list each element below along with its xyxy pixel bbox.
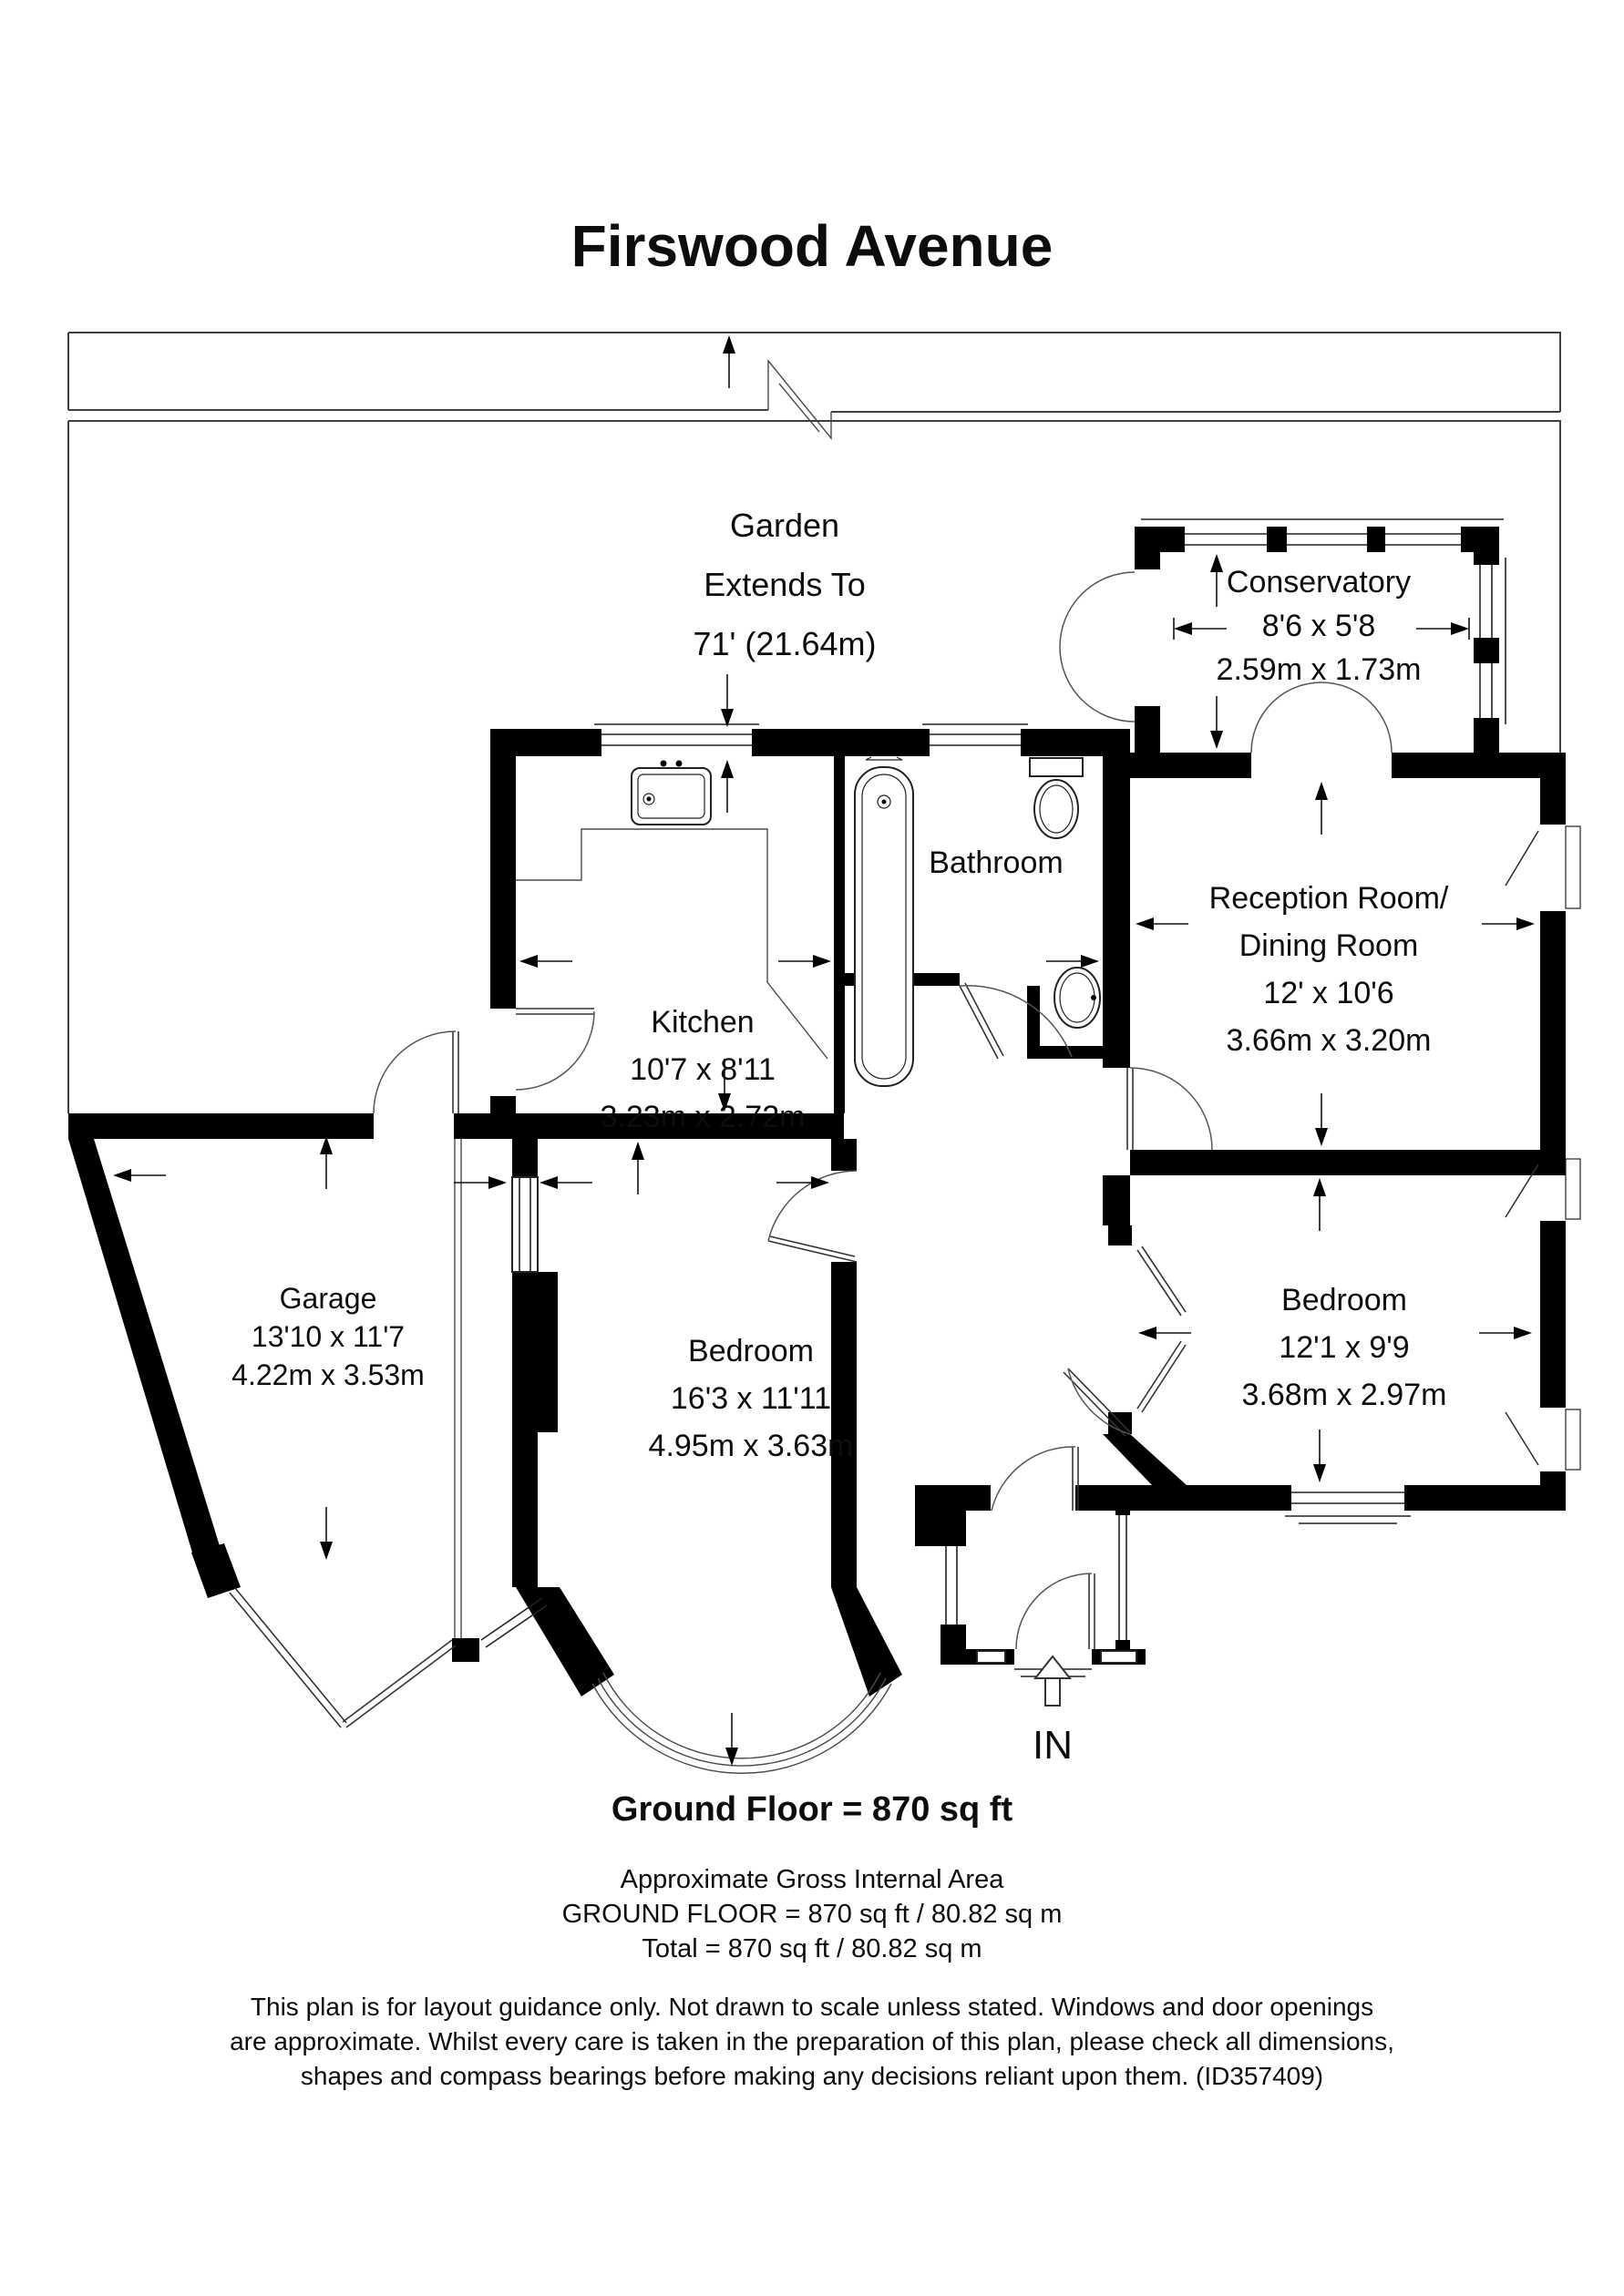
svg-text:Approximate Gross Internal Are: Approximate Gross Internal Area <box>620 1865 1004 1894</box>
svg-text:Garden: Garden <box>729 507 840 544</box>
room-label-bedroom-main <box>649 1334 854 1463</box>
bay-window <box>592 1673 891 1773</box>
disclaimer-line1: This plan is for layout guidance only. Not drawn to scale unless stated. Windows and door openings <box>250 1993 1374 2021</box>
basin-icon <box>1054 968 1100 1028</box>
svg-text:4.22m x 3.53m: 4.22m x 3.53m <box>231 1358 425 1391</box>
svg-text:3.66m x 3.20m: 3.66m x 3.20m <box>1226 1023 1432 1058</box>
svg-text:12' x 10'6: 12' x 10'6 <box>1263 976 1394 1010</box>
bathroom-door <box>960 983 1003 1059</box>
svg-text:Conservatory: Conservatory <box>1226 565 1412 600</box>
svg-text:Garage: Garage <box>279 1282 377 1315</box>
disclaimer-line3: shapes and compass bearings before making any decisions reliant upon them. (ID357409) <box>300 2062 1324 2090</box>
svg-text:3.68m x 2.97m: 3.68m x 2.97m <box>1241 1378 1447 1412</box>
garden-door <box>453 1031 458 1113</box>
sink-icon <box>632 761 711 825</box>
bedroom-door <box>768 1236 857 1262</box>
garage-doors <box>230 1588 456 1727</box>
reception-door <box>1127 1068 1133 1150</box>
front-door <box>1089 1573 1095 1649</box>
svg-text:12'1 x 9'9: 12'1 x 9'9 <box>1279 1330 1410 1365</box>
svg-text:71' (21.64m): 71' (21.64m) <box>693 625 877 662</box>
entrance-label: IN <box>1033 1723 1073 1768</box>
svg-text:Bedroom: Bedroom <box>688 1334 814 1368</box>
svg-text:10'7 x 8'11: 10'7 x 8'11 <box>630 1052 776 1087</box>
room-label-kitchen <box>601 1005 806 1134</box>
page-title: Firswood Avenue <box>570 213 1054 279</box>
entrance-arrow-icon <box>1035 1656 1070 1706</box>
room-label-garage <box>231 1282 425 1391</box>
kitchen-door <box>516 1009 594 1014</box>
svg-text:Dining Room: Dining Room <box>1239 928 1419 963</box>
svg-text:Total = 870 sq ft / 80.82 sq m: Total = 870 sq ft / 80.82 sq m <box>642 1934 982 1963</box>
svg-text:4.95m x 3.63m: 4.95m x 3.63m <box>648 1429 854 1463</box>
svg-text:3.23m x 2.72m: 3.23m x 2.72m <box>600 1100 806 1134</box>
svg-text:2.59m x 1.73m: 2.59m x 1.73m <box>1216 652 1422 687</box>
conservatory-double-door <box>1251 682 1392 753</box>
svg-text:GROUND FLOOR = 870 sq ft / 80.: GROUND FLOOR = 870 sq ft / 80.82 sq m <box>561 1900 1063 1929</box>
wardrobe-doors <box>1137 1246 1186 1412</box>
break-line-icon <box>768 361 831 438</box>
svg-text:Kitchen: Kitchen <box>651 1005 755 1040</box>
footer <box>230 1790 1394 2090</box>
svg-text:Extends To: Extends To <box>704 566 866 603</box>
svg-text:16'3 x 11'11: 16'3 x 11'11 <box>670 1381 832 1416</box>
svg-text:Reception Room/: Reception Room/ <box>1208 881 1449 916</box>
fixtures <box>516 757 1100 1086</box>
disclaimer-line2: are approximate. Whilst every care is taken in the preparation of this plan, please check all dimensions, <box>230 2027 1394 2055</box>
garden-label <box>694 507 877 662</box>
bathtub-icon <box>855 757 913 1086</box>
room-label-bedroom-right <box>1242 1283 1447 1412</box>
svg-text:8'6 x 5'8: 8'6 x 5'8 <box>1261 609 1376 643</box>
room-label-conservatory <box>1217 565 1422 687</box>
conservatory-garden-door <box>1060 572 1135 722</box>
svg-text:Bedroom: Bedroom <box>1281 1283 1407 1317</box>
toilet-icon <box>1030 758 1083 838</box>
svg-text:13'10 x 11'7: 13'10 x 11'7 <box>251 1320 406 1353</box>
ground-floor-total: Ground Floor = 870 sq ft <box>611 1790 1013 1829</box>
room-label-bathroom: Bathroom <box>929 846 1064 880</box>
walls <box>68 527 1566 1696</box>
room-label-reception <box>1209 881 1449 1058</box>
